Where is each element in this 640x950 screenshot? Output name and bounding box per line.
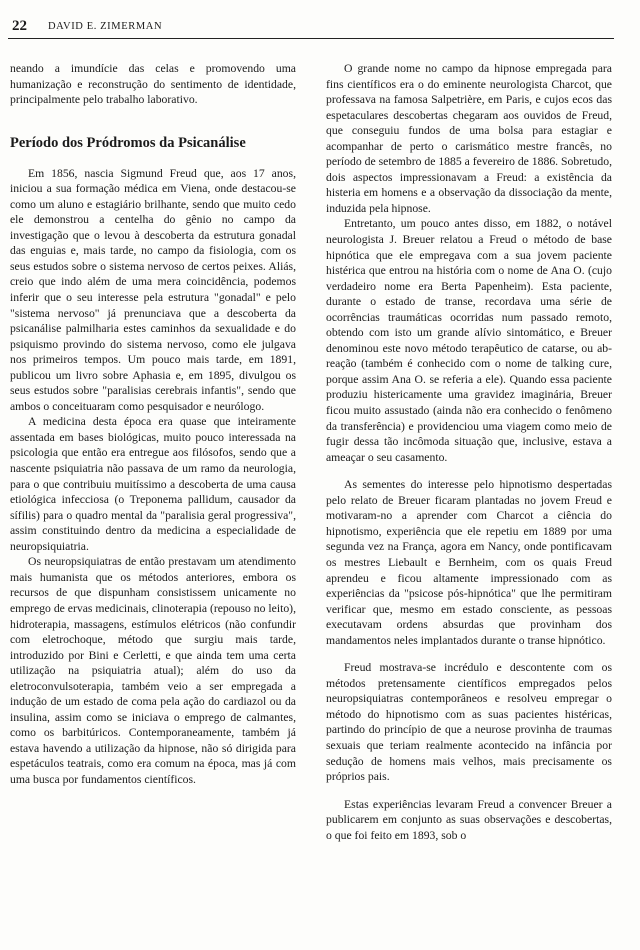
running-head: DAVID E. ZIMERMAN <box>48 21 163 32</box>
paragraph-breuer: Entretanto, um pouco antes disso, em 1882, o notável neurologista J. Breuer relatou a Freud o método de base hipnótica que ele empregava com a sua jovem paciente histérica que entrou na história com o nome de Ana O. (cujo verdadeiro nome era Berta Papenheim). Esta paciente, durante o estado de transe, recordava uma série de ocorrências traumáticas ocorridas num passado remoto, obtendo com isto um grande alívio sintomático, e Breuer denominou este novo método terapêutico de catarse, ou ab-reação (também é conhecido com o nome de talking cure, porque assim Ana O. se referia a ele). Quando essa paciente produziu histericamente uma gravidez imaginária, Breuer ficou muito assustado (ainda não era conhecido o fenômeno da transferência) e providenciou uma viagem como meio de fugir dessa tão incômoda situação que, inclusive, estava a ameaçar o seu casamento. <box>326 217 612 464</box>
paragraph-freud-incredulous: Freud mostrava-se incrédulo e descontente com os métodos pretensamente científicos empregados pelos neuropsiquiatras contemporâneos e resolveu empregar o método do hipnotismo com as suas pacientes histéricas, partindo do princípio de que a neurose provinha de traumas sexuais que teriam realmente acontecido na infância por sedução de homens mais velhos, mais precisamente os próprios pais. <box>326 661 612 784</box>
paragraph-hypnotism-seeds: As sementes do interesse pelo hipnotismo despertadas pelo relato de Breuer ficaram plantadas no jovem Freud e motivaram-no a aprender com Charcot a ciência do hipnotismo, experiência que ele repetiu em 1889 por uma segunda vez na França, agora em Nancy, onde pontificavam os mestres Liebault e Bernheim, com os quais Freud aprendeu e ficou altamente impressionado com as experiências da "psicose pós-hipnótica" que lhe permitiram verificar que, mesmo em estado consciente, as pessoas executavam ordens absurdas que provinham dos mandamentos neles implantados durante o transe hipnótico. <box>326 478 612 647</box>
left-column <box>10 61 296 788</box>
paragraph-neuropsychiatrists: Os neuropsiquiatras de então prestavam um atendimento mais humanista que os métodos anteriores, embora os recursos de que dispunham consistissem unicamente no emprego de ervas medicinais, clinoterapia (repouso no leito), hidroterapia, massagens, estímulos elétricos (não confundir com eletrochoque, método que surgiu mais tarde, introduzido por Bini e Cerletti, e que ainda tem uma certa utilização na psiquiatria atual); além do uso da eletroconvulsoterapia, também veio a ser empregada a indução de um estado de coma pela ação do cardiazol ou da insulina, assim como se iniciava o emprego de calmantes, como os barbitúricos. Contemporaneamente, também já estava havendo a utilização da hipnose, não só dirigida para espetáculos teatrais, como era comum na época, mas já com uma busca por fundamentos científicos. <box>10 555 296 786</box>
paragraph-freud-birth: Em 1856, nascia Sigmund Freud que, aos 17 anos, iniciou a sua formação médica em Viena, onde destacou-se como um aluno e estagiário brilhante, sendo que muito cedo ele demonstrou a centelha do gênio no campo da investigação que o levou à descoberta da estrutura gonadal das enguias e, mais tarde, no campo da fisiologia, com os seus estudos sobre o sistema nervoso de certos peixes. Aliás, creio que indo além de uma mera coincidência, podemos inferir que o seu interesse pela estrutura "gonadal" e pelo "sistema nervoso" já prenunciava que a descoberta da psicanálise palmilharia estes caminhos da sexualidade e do psiquismo provindo do sistema nervoso, como ele julgava nos primeiros tempos. Um pouco mais tarde, em 1891, publicou um livro sobre Aphasia e, em 1895, divulgou os seus estudos sobre "paralisias cerebrais infantis", sendo que ambos o conceituaram como pesquisador e neurólogo. <box>10 166 296 413</box>
paragraph-charcot: O grande nome no campo da hipnose empregada para fins científicos era o do eminente neurologista Charcot, que professava na famosa Salpetrière, em Paris, e cujos ecos das espetaculares descobertas chegaram aos ouvidos de Freud, que conseguiu fundos de uma bolsa para estagiar e acompanhar de perto o carismático mestre francês, no período de setembro de 1885 a fevereiro de 1886. Sobretudo, dois aspectos impressionavam a Freud: a existência da histeria em homens e a observação da dissociação da mente, induzida pela hipnose. <box>326 62 612 215</box>
page-header <box>8 16 614 39</box>
section-heading: Período dos Pródromos da Psicanálise <box>10 134 246 151</box>
page-number: 22 <box>12 18 27 34</box>
paragraph-medicine-era: A medicina desta época era quase que inteiramente assentada em bases biológicas, muito pouco interessada na psicologia que então era entregue aos filósofos, sendo que a nascente psiquiatria não passava de um ramo da neurologia, para o que contribuiu muitíssimo a descoberta de uma causa etiológica infecciosa (o Treponema pallidum, causador da sífilis) para o quadro mental da "paralisia geral progressiva", assim constituindo dentro da medicina a especialidade de neuropsiquiatria. <box>10 415 296 553</box>
paragraph-experiences: Estas experiências levaram Freud a convencer Breuer a publicarem em conjunto as suas observações e descobertas, o que foi feito em 1893, sob o <box>326 797 612 842</box>
right-column <box>326 61 612 843</box>
intro-paragraph: neando a imundície das celas e promovendo uma humanização e reconstrução do sentimento de identidade, principalmente pelo trabalho laborativo. <box>10 62 296 107</box>
